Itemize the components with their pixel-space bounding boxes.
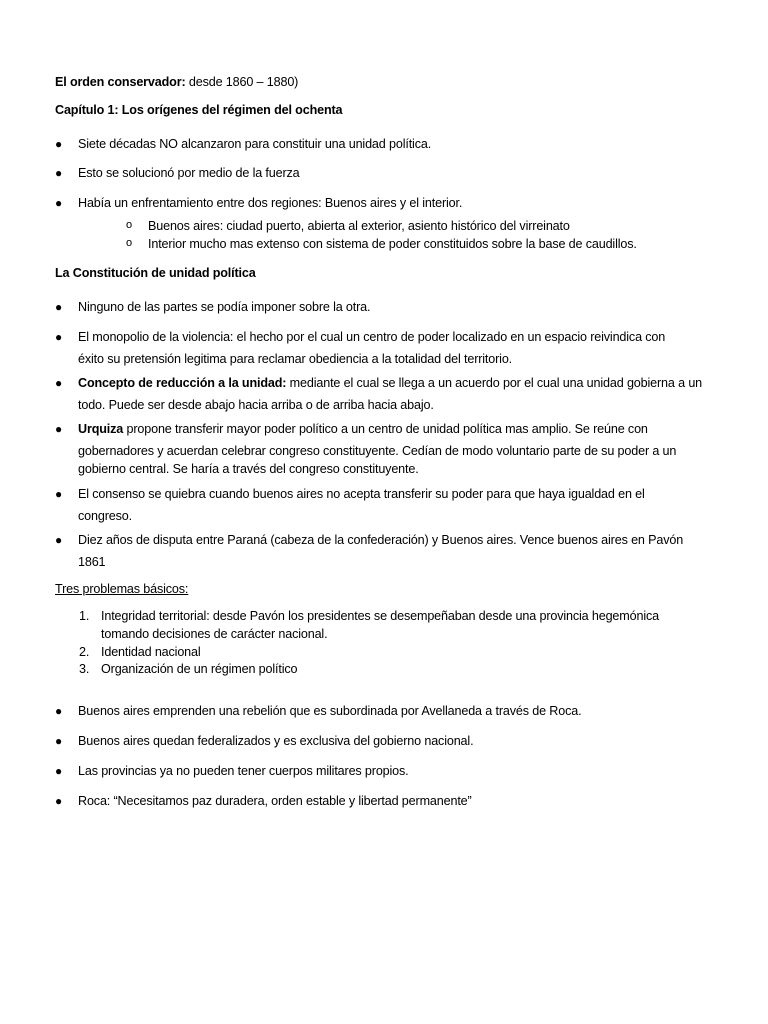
sub-bullet-marker: o [126,219,132,231]
chapter-heading: Capítulo 1: Los orígenes del régimen del ochenta [55,103,343,117]
bullet-marker: ● [55,196,63,210]
list-item-line: gobernadores y acuerdan celebrar congreso constituyente. Cedían de modo voluntario parte de su poder a un [78,444,677,458]
list-item: Siete décadas NO alcanzaron para constituir una unidad política. [78,137,432,151]
bullet-marker: ● [55,794,63,808]
list-item-line: El consenso se quiebra cuando buenos aires no acepta transferir su poder para que haya igualdad en el [78,487,645,501]
document-title-rest: desde 1860 – 1880) [185,75,299,89]
bullet-marker: ● [55,704,63,718]
list-item: Ninguno de las partes se podía imponer sobre la otra. [78,300,371,314]
sub-list-item: Buenos aires: ciudad puerto, abierta al exterior, asiento histórico del virreinato [148,219,570,233]
list-item-line: El monopolio de la violencia: el hecho por el cual un centro de poder localizado en un espacio reivindica con [78,330,666,344]
list-item-line: gobierno central. Se haría a través del congreso constituyente. [78,462,419,476]
section-heading: La Constitución de unidad política [55,266,256,280]
bullet-marker: ● [55,734,63,748]
bullet-marker: ● [55,330,63,344]
list-item-line: congreso. [78,509,132,523]
list-item-text: mediante el cual se llega a un acuerdo por el cual una unidad gobierna a un [286,376,703,390]
list-item: Había un enfrentamiento entre dos regiones: Buenos aires y el interior. [78,196,463,210]
bullet-marker: ● [55,300,63,314]
list-item-line [78,422,648,436]
sub-bullet-marker: o [126,237,132,249]
document-title-bold: El orden conservador: [55,75,186,89]
bullet-marker: ● [55,487,63,501]
bullet-marker: ● [55,166,63,180]
numbered-item: Identidad nacional [101,645,201,659]
sub-list-item: Interior mucho mas extenso con sistema de poder constituidos sobre la base de caudillos. [148,237,637,251]
list-item: Buenos aires quedan federalizados y es exclusiva del gobierno nacional. [78,734,474,748]
list-item-text: propone transferir mayor poder político a un centro de unidad política mas amplio. Se reúne con [123,422,648,436]
numbered-item-line: tomando decisiones de carácter nacional. [101,627,328,641]
document-title [55,75,298,89]
bold-term: Urquiza [78,422,124,436]
bullet-marker: ● [55,376,63,390]
numbered-marker: 1. [79,609,90,623]
list-item-line: Diez años de disputa entre Paraná (cabeza de la confederación) y Buenos aires. Vence buenos aires en Pavón [78,533,684,547]
bullet-marker: ● [55,533,63,547]
list-item: Las provincias ya no pueden tener cuerpos militares propios. [78,764,409,778]
list-item: Esto se solucionó por medio de la fuerza [78,166,300,180]
list-item-line: éxito su pretensión legitima para reclamar obediencia a la totalidad del territorio. [78,352,513,366]
list-item-line [78,376,702,390]
section-heading-underlined: Tres problemas básicos: [55,582,189,596]
bullet-marker: ● [55,137,63,151]
list-item-line: 1861 [78,555,106,569]
numbered-marker: 3. [79,662,90,676]
list-item: Buenos aires emprenden una rebelión que es subordinada por Avellaneda a través de Roca. [78,704,582,718]
bullet-marker: ● [55,422,63,436]
numbered-item-line: Integridad territorial: desde Pavón los presidentes se desempeñaban desde una provincia hegemónica [101,609,659,623]
list-item: Roca: “Necesitamos paz duradera, orden estable y libertad permanente” [78,794,472,808]
bold-term: Concepto de reducción a la unidad: [78,376,287,390]
numbered-marker: 2. [79,645,90,659]
bullet-marker: ● [55,764,63,778]
list-item-line: todo. Puede ser desde abajo hacia arriba o de arriba hacia abajo. [78,398,434,412]
numbered-item: Organización de un régimen político [101,662,298,676]
